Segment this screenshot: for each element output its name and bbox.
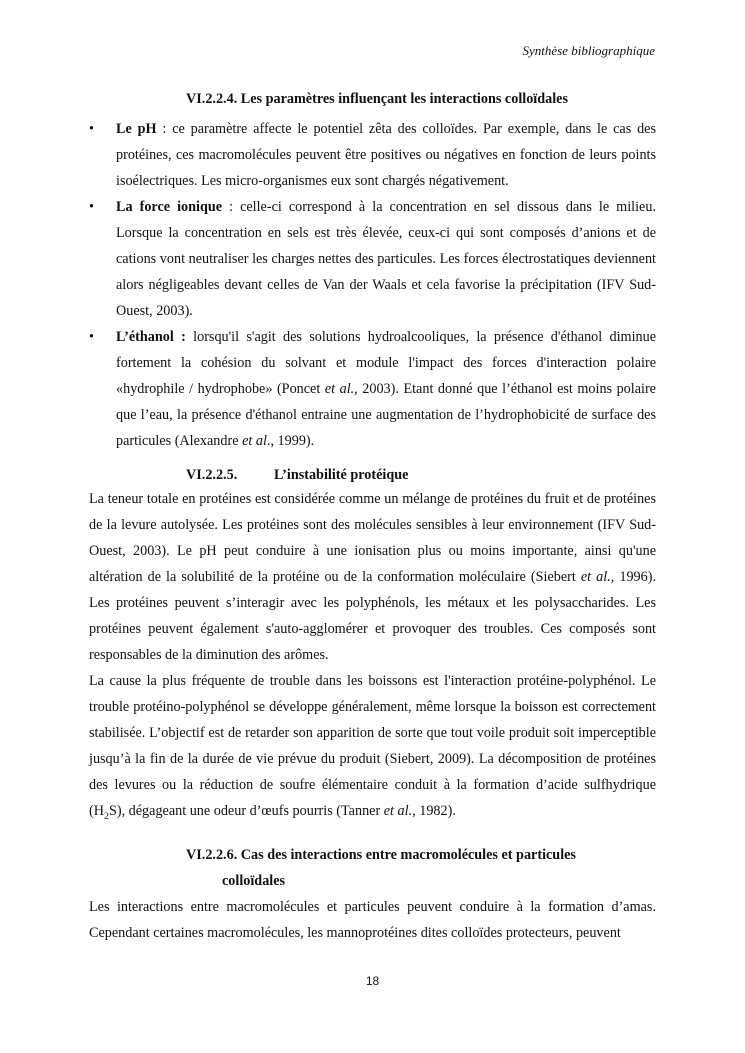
citation-etal: et al., xyxy=(383,803,416,819)
list-item-ionic-force: • La force ionique : celle-ci correspond à la concentration en sel dissous dans le milieu. Lorsque la concentration en sels est très élevée, ceux-ci qui sont composés d’anions et de cations vont neutraliser les charges nettes des particules. Les forces électrostatiques deviennent alors négligeables devant celles de Van der Waals et cela favorise la précipitation (IFV Sud-Ouest, 2003). xyxy=(89,194,656,324)
bullet-icon: • xyxy=(89,199,94,215)
bullet-term: La force ionique xyxy=(116,199,223,215)
running-header: Synthèse bibliographique xyxy=(522,43,655,58)
section-heading-params: VI.2.2.4. Les paramètres influençant les interactions colloïdales xyxy=(186,91,568,107)
bullet-icon: • xyxy=(89,121,94,137)
list-item-ph: • Le pH : ce paramètre affecte le potentiel zêta des colloïdes. Par exemple, dans le cas des protéines, ces macromolécules peuvent être positives ou négatives en fonction de leurs points isoélectriques. Les micro-organismes eux sont chargés négativement. xyxy=(89,116,656,194)
paragraph-protein-content: La teneur totale en protéines est considérée comme un mélange de protéines du fruit et de protéines de la levure autolysée. Les protéines sont des molécules sensibles à leur environnement (IFV Sud-Ouest, 2003). Le pH peut conduire à une ionisation plus ou moins importante, ainsi qu'une altération de la solubilité de la protéine ou de la conformation moléculaire (Siebert et al., 1996). Les protéines peuvent s’interagir avec les polyphénols, les métaux et les polysaccharides. Les protéines peuvent également s'auto-agglomérer et provoquer des troubles. Ces composés sont responsables de la diminution des arômes. xyxy=(89,491,656,663)
citation-etal: et al., xyxy=(324,381,358,397)
bullet-text: celle-ci correspond à la concentration en sel dissous dans le milieu. Lorsque la concentration en sels est très élevée, ceux-ci qui sont composés d’anions et de cations vont neutraliser les charges nettes des particules. Les forces électrostatiques deviennent alors négligeables devant celles de Van der Waals et cela favorise la précipitation (IFV Sud-Ouest, 2003). xyxy=(116,199,656,319)
paragraph-macromolecules: Les interactions entre macromolécules et particules peuvent conduire à la formation d’amas. Cependant certaines macromolécules, les mannoprotéines dites colloïdes protecteurs, peuvent xyxy=(89,898,656,941)
list-item-ethanol: • L’éthanol : lorsqu'il s'agit des solutions hydroalcooliques, la présence d'éthanol diminue fortement la cohésion du solvant et module l'impact des forces d'interaction polaire «hydrophile / hydrophobe» (Poncet et al., 2003). Etant donné que l’éthanol est moins polaire que l’eau, la présence d'éthanol entraine une augmentation de l’hydrophobicité de surface des particules (Alexandre et al., 1999). xyxy=(89,324,656,454)
subscript: 2 xyxy=(103,810,109,822)
paragraph-protein-polyphenol: La cause la plus fréquente de trouble dans les boissons est l'interaction protéine-polyphénol. Le trouble protéino-polyphénol se développe généralement, même lorsque la boisson est correctement stabilisée. L’objectif est de retarder son apparition de sorte que tout voile produit soit imperceptible jusqu’à la fin de la durée de vie prévue du produit (Siebert, 2009). La décomposition de protéines des levures ou la réduction de soufre élémentaire conduit à la formation d’acide sulfhydrique $(H_2S)$, dégageant une odeur d’œufs pourris (Tanner et al., 1982). xyxy=(89,673,656,822)
bullet-icon: • xyxy=(89,329,94,345)
bullet-term: Le pH xyxy=(116,121,157,137)
section-number: VI.2.2.5. xyxy=(186,467,238,483)
bullet-text: lorsqu'il s'agit des solutions hydroalcooliques, la présence d'éthanol diminue fortement la cohésion du solvant et module l'impact des forces d'interaction polaire «hydrophile / hydrophobe» (Poncet xyxy=(116,329,656,397)
citation-etal: et al., xyxy=(580,569,615,585)
citation-etal: et al xyxy=(242,433,267,449)
bullet-term: L’éthanol : xyxy=(116,329,186,345)
section-heading-instability xyxy=(89,464,656,486)
bullet-list xyxy=(89,116,656,454)
page-content xyxy=(89,88,656,946)
section-heading-interactions: VI.2.2.6. Cas des interactions entre macromolécules et particules colloïdales xyxy=(186,846,576,889)
section-title: L’instabilité protéique xyxy=(274,467,409,483)
bullet-text: ce paramètre affecte le potentiel zêta des colloïdes. Par exemple, dans le cas des protéines, ces macromolécules peuvent être positives ou négatives en fonction de leurs points isoélectriques. Les micro-organismes eux sont chargés négativement. xyxy=(116,121,657,189)
page-number: 18 xyxy=(365,974,380,988)
